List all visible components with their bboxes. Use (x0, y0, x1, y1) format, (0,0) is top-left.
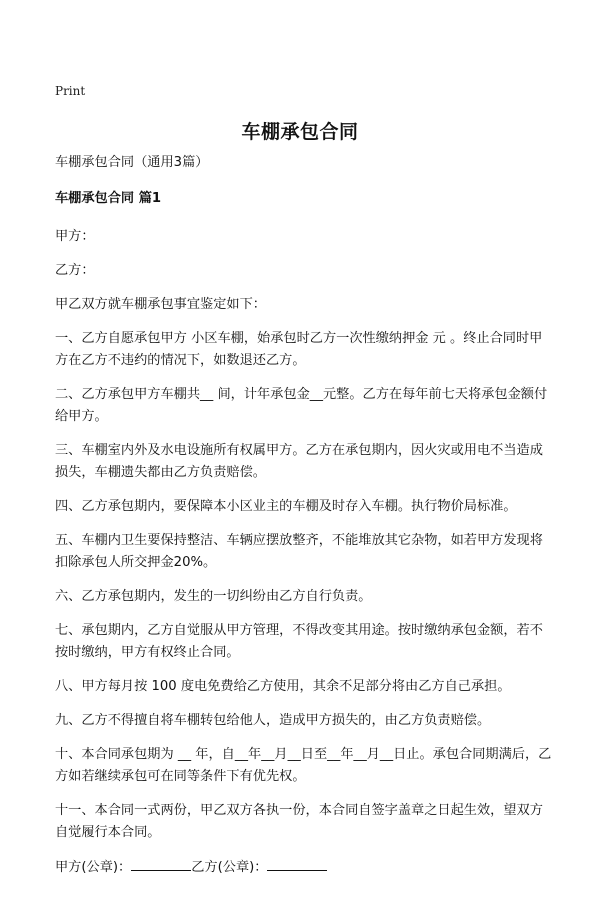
party-b-line: 乙方： (55, 263, 95, 278)
signature-line (55, 856, 555, 879)
document-body (55, 152, 555, 891)
clause-11: 十一、本合同一式两份，甲乙双方各执一份，本合同自签字盖章之日起生效，望双方自觉履行本合同。 (55, 803, 543, 840)
clause-2: 二、乙方承包甲方车棚共__ 间，计年承包金__元整。乙方在每年前七天将承包金额付给甲方。 (55, 387, 548, 424)
intro-paragraph: 甲乙双方就车棚承包事宜鉴定如下： (55, 297, 266, 312)
party-a-line: 甲方： (55, 229, 95, 244)
party-a-signature-blank (131, 856, 191, 871)
document-subtitle: 车棚承包合同（通用3篇） (55, 155, 209, 170)
clause-8: 八、甲方每月按 100 度电免费给乙方使用，其余不足部分将由乙方自己承担。 (55, 679, 511, 694)
clause-9: 九、乙方不得擅自将车棚转包给他人，造成甲方损失的，由乙方负责赔偿。 (55, 713, 491, 728)
party-b-seal-label: 乙方(公章)： (191, 860, 268, 875)
clause-10: 十、本合同承包期为 __ 年，自__年__月__日至__年__月__日止。承包合同期满后，乙方如若继续承包可在同等条件下有优先权。 (55, 747, 552, 784)
clause-3: 三、车棚室内外及水电设施所有权属甲方。乙方在承包期内，因火灾或用电不当造成损失，车棚遗失都由乙方负责赔偿。 (55, 443, 543, 480)
section-heading: 车棚承包合同 篇1 (55, 191, 162, 206)
clause-5: 五、车棚内卫生要保持整洁、车辆应摆放整齐，不能堆放其它杂物，如若甲方发现将扣除承包人所交押金20%。 (55, 533, 543, 570)
document-title: 车棚承包合同 (241, 121, 359, 143)
clause-6: 六、乙方承包期内，发生的一切纠纷由乙方自行负责。 (55, 589, 372, 604)
clause-4: 四、乙方承包期内，要保障本小区业主的车棚及时存入车棚。执行物价局标准。 (55, 499, 517, 514)
print-link[interactable]: Print (55, 84, 86, 98)
clause-1: 一、乙方自愿承包甲方 小区车棚，始承包时乙方一次性缴纳押金 元 。终止合同时甲方在乙方不违约的情况下，如数退还乙方。 (55, 331, 543, 368)
party-a-seal-label: 甲方(公章)： (55, 860, 132, 875)
clause-7: 七、承包期内，乙方自觉服从甲方管理，不得改变其用途。按时缴纳承包金额，若不按时缴纳，甲方有权终止合同。 (55, 623, 543, 660)
party-b-signature-blank (267, 856, 327, 871)
